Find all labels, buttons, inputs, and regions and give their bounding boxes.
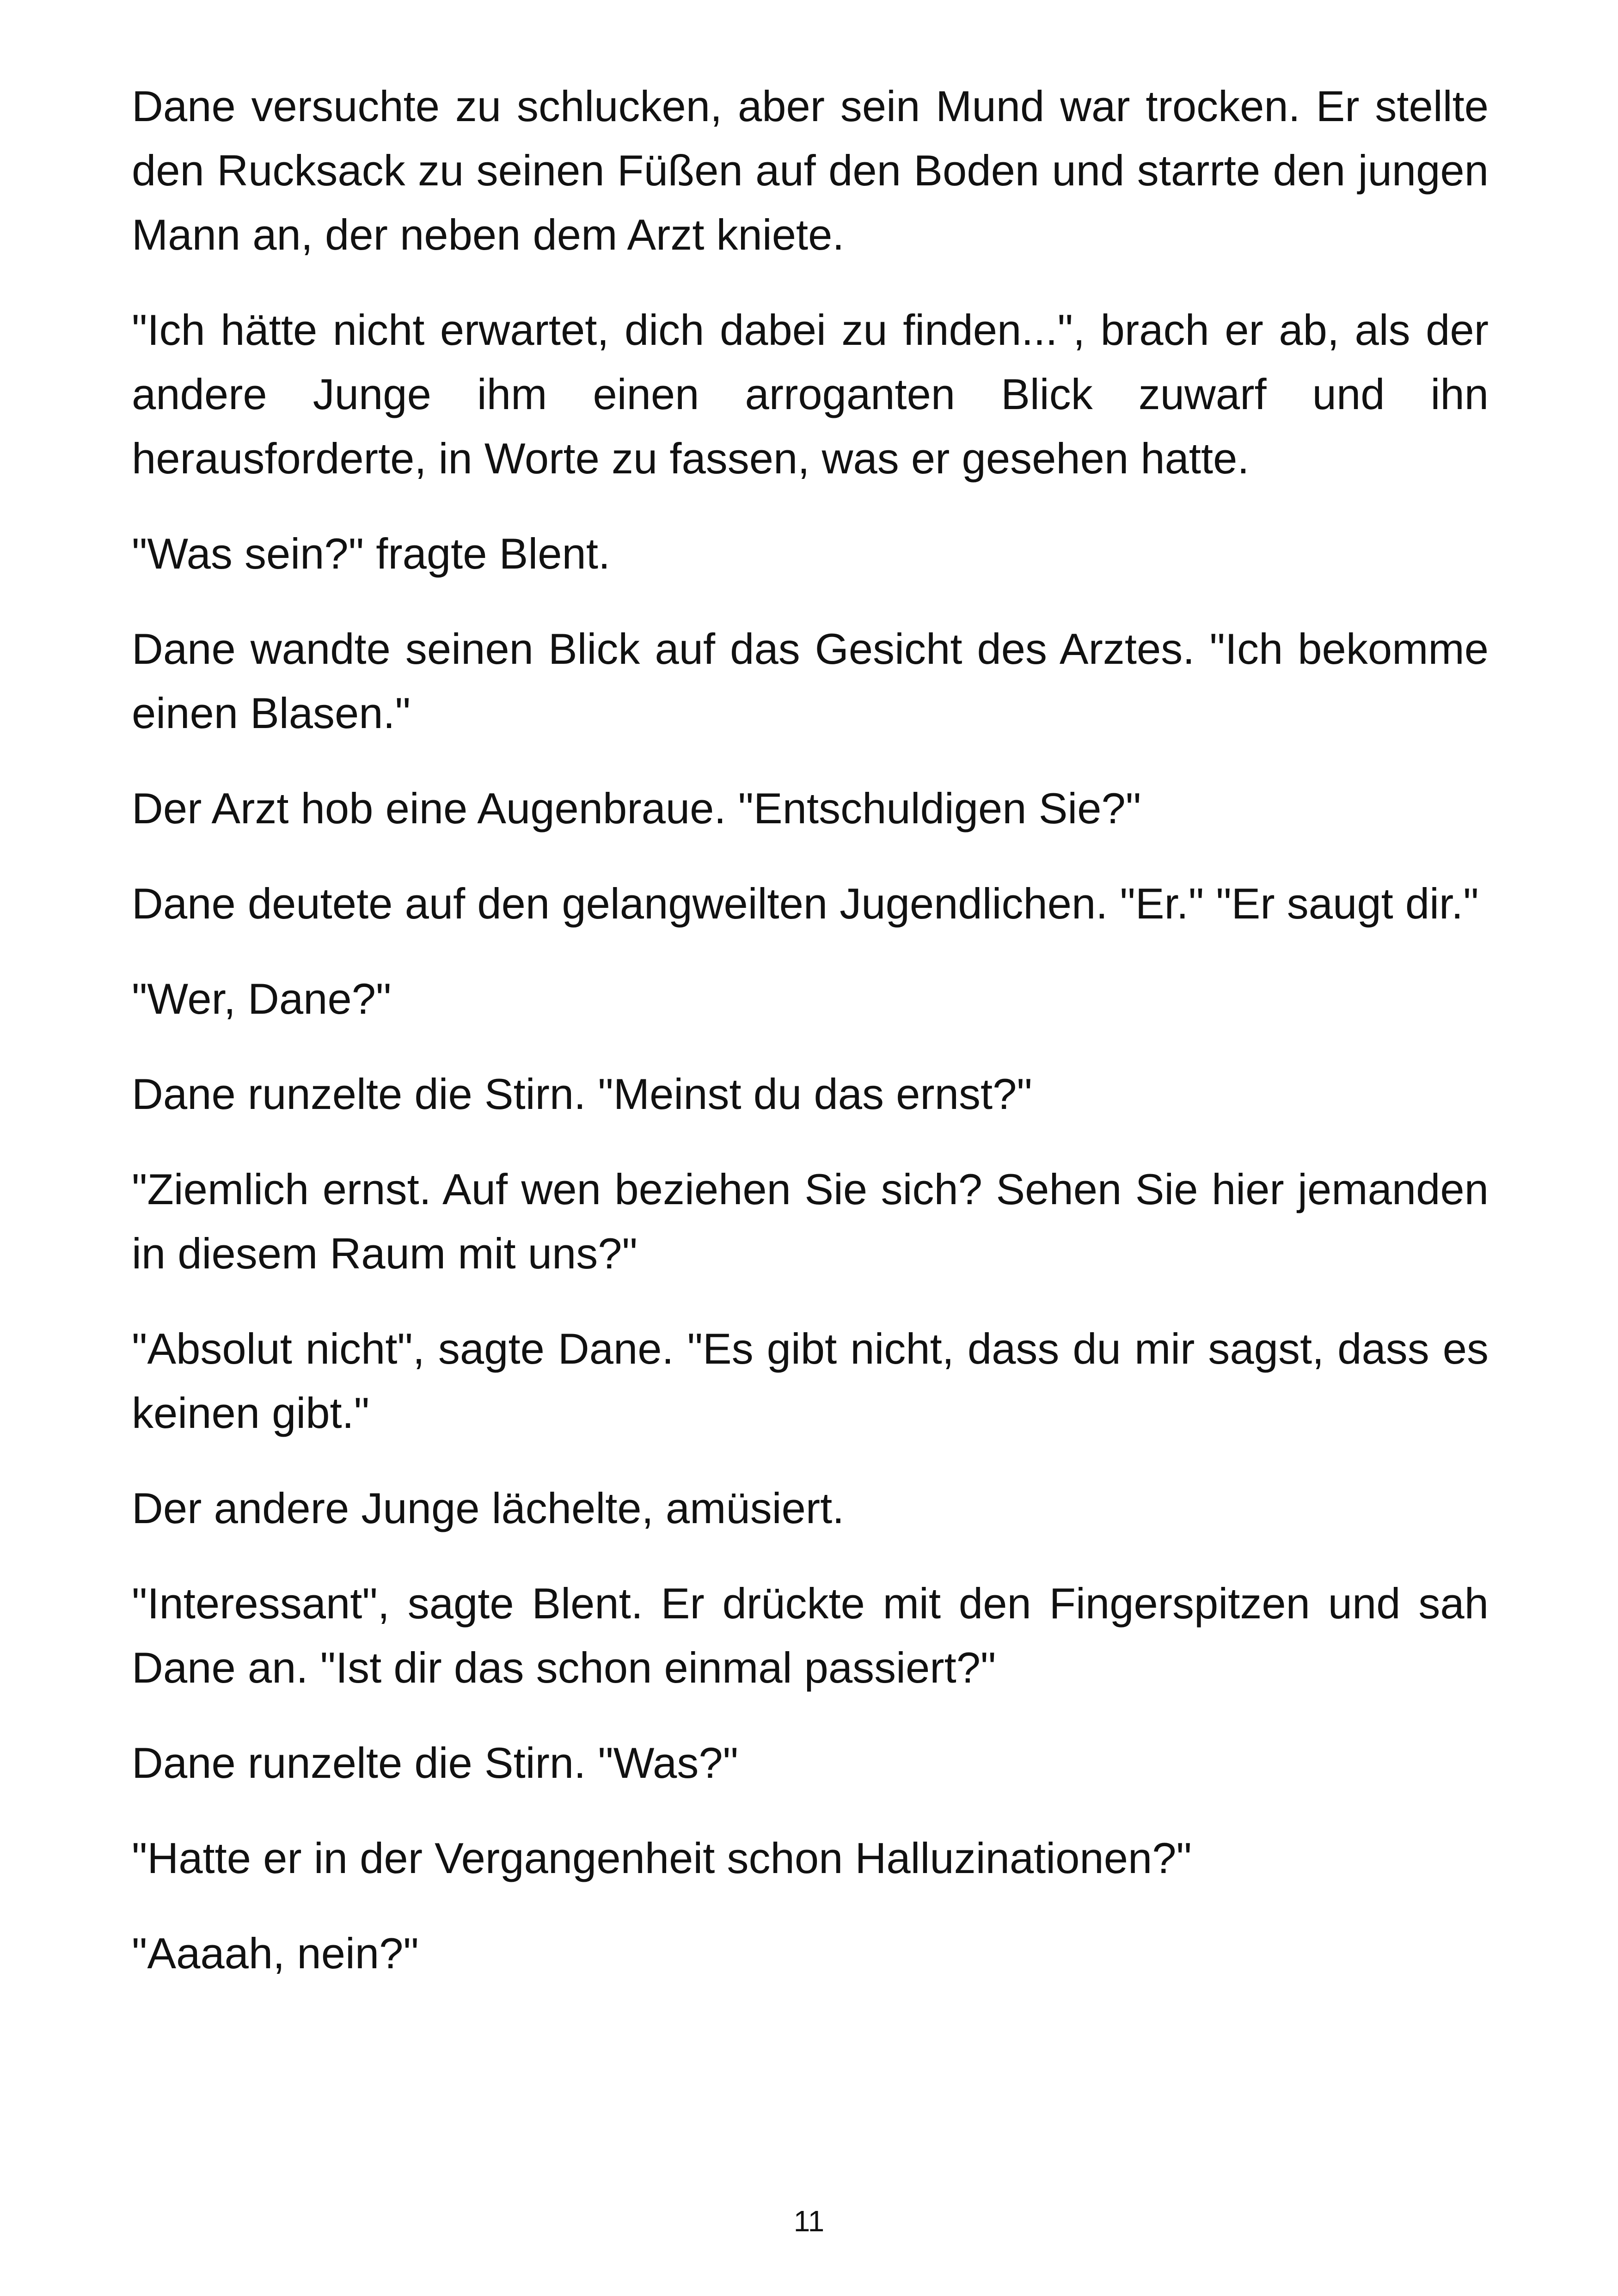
paragraph: "Ziemlich ernst. Auf wen beziehen Sie sich? Sehen Sie hier jemanden in diesem Raum mit uns?" bbox=[132, 1165, 1489, 1278]
paragraph: Dane versuchte zu schlucken, aber sein Mund war trocken. Er stellte den Rucksack zu seinen Füßen auf den Boden und starrte den jungen Mann an, der neben dem Arzt kniete. bbox=[132, 82, 1489, 259]
paragraph: Dane runzelte die Stirn. "Meinst du das ernst?" bbox=[132, 1070, 1032, 1118]
paragraph: Der Arzt hob eine Augenbraue. "Entschuldigen Sie?" bbox=[132, 784, 1141, 833]
paragraph: Dane runzelte die Stirn. "Was?" bbox=[132, 1739, 738, 1787]
paragraph: "Wer, Dane?" bbox=[132, 974, 392, 1023]
page-number: 11 bbox=[793, 2204, 825, 2238]
paragraph: "Aaaah, nein?" bbox=[132, 1929, 419, 1978]
paragraph: "Was sein?" fragte Blent. bbox=[132, 529, 611, 578]
paragraph: "Interessant", sagte Blent. Er drückte mit den Fingerspitzen und sah Dane an. "Ist dir das schon einmal passiert?" bbox=[132, 1579, 1489, 1692]
paragraph: Dane deutete auf den gelangweilten Jugendlichen. "Er." "Er saugt dir." bbox=[132, 879, 1479, 928]
paragraph: Dane wandte seinen Blick auf das Gesicht des Arztes. "Ich bekomme einen Blasen." bbox=[132, 625, 1489, 737]
paragraph: "Ich hätte nicht erwartet, dich dabei zu finden...", brach er ab, als der andere Junge ihm einen arroganten Blick zuwarf und ihn herausforderte, in Worte zu fassen, was er gesehen hatte. bbox=[132, 306, 1489, 483]
paragraph: "Absolut nicht", sagte Dane. "Es gibt nicht, dass du mir sagst, dass es keinen gibt." bbox=[132, 1324, 1489, 1437]
paragraph: "Hatte er in der Vergangenheit schon Halluzinationen?" bbox=[132, 1834, 1192, 1882]
paragraph: Der andere Junge lächelte, amüsiert. bbox=[132, 1484, 845, 1532]
body-text bbox=[132, 74, 1489, 2016]
